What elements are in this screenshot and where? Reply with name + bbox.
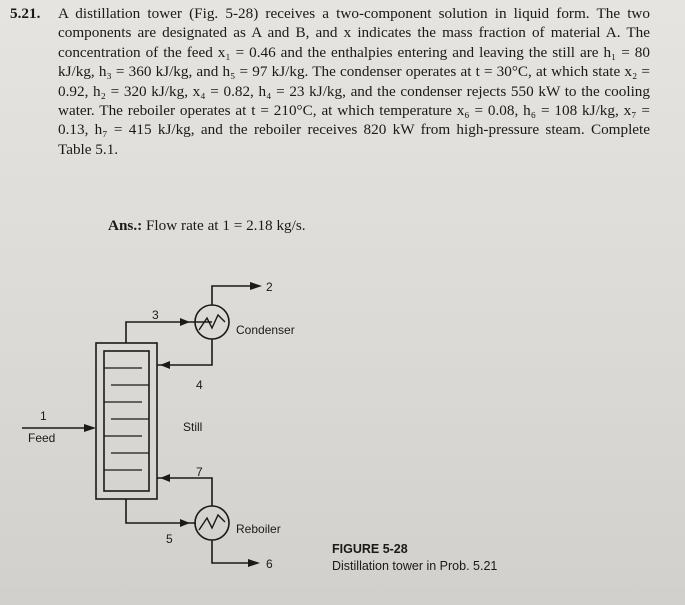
label-still: Still — [183, 420, 203, 434]
problem-number: 5.21. — [10, 5, 41, 22]
stream-4-line — [157, 339, 212, 365]
arrow-stream-1 — [84, 424, 96, 432]
label-stream-2: 2 — [266, 280, 273, 294]
label-stream-7: 7 — [196, 465, 203, 479]
stream-7-line — [157, 478, 212, 506]
reboiler-coil — [199, 515, 225, 530]
label-stream-5: 5 — [166, 532, 173, 546]
answer-text: Flow rate at 1 = 2.18 kg/s. — [142, 217, 306, 234]
label-stream-3: 3 — [152, 308, 159, 322]
still-column-outer — [96, 343, 157, 499]
arrow-stream-4 — [160, 361, 170, 369]
arrow-stream-6 — [248, 559, 260, 567]
label-reboiler: Reboiler — [236, 522, 281, 536]
label-feed: Feed — [28, 431, 56, 445]
label-stream-6: 6 — [266, 557, 273, 571]
answer-prefix: Ans.: — [108, 217, 143, 234]
problem-text: A distillation tower (Fig. 5-28) receives a two-component solution in liquid form. The two components are designated as A and B, and x indicates the mass fraction of material A. The concentration of the feed x₁ = 0.46 and the enthalpies entering and leaving the still are h₁ = 80 kJ/kg, h₃ = 360 kJ/kg, and h₅ = 97 kJ/kg. The condenser operates at t = 30°C, at which state x₂ = 0.92, h₂ = 320 kJ/kg, x₄ = 0.82, h₄ = 23 kJ/kg, and the condenser rejects 550 kW to the cooling water. The reboiler operates at t = 210°C, at which temperature x₆ = 0.08, h₆ = 108 kJ/kg, x₇ = 0.13, h₇ = 415 kJ/kg, and the reboiler receives 820 kW from high-pressure steam. Complete Table 5.1. — [58, 5, 650, 158]
figure-caption — [332, 541, 497, 575]
arrow-stream-2 — [250, 282, 262, 290]
arrow-stream-5 — [180, 519, 190, 527]
arrow-stream-3 — [180, 318, 190, 326]
reboiler-symbol — [195, 506, 229, 540]
figure-caption-text: Distillation tower in Prob. 5.21 — [332, 559, 498, 573]
label-stream-4: 4 — [196, 378, 203, 392]
arrow-stream-7 — [160, 474, 170, 482]
column-trays — [104, 368, 149, 470]
figure-caption-title: FIGURE 5-28 — [332, 542, 408, 556]
label-condenser: Condenser — [236, 323, 295, 337]
stream-5-line — [126, 499, 196, 523]
label-stream-1: 1 — [40, 409, 47, 423]
